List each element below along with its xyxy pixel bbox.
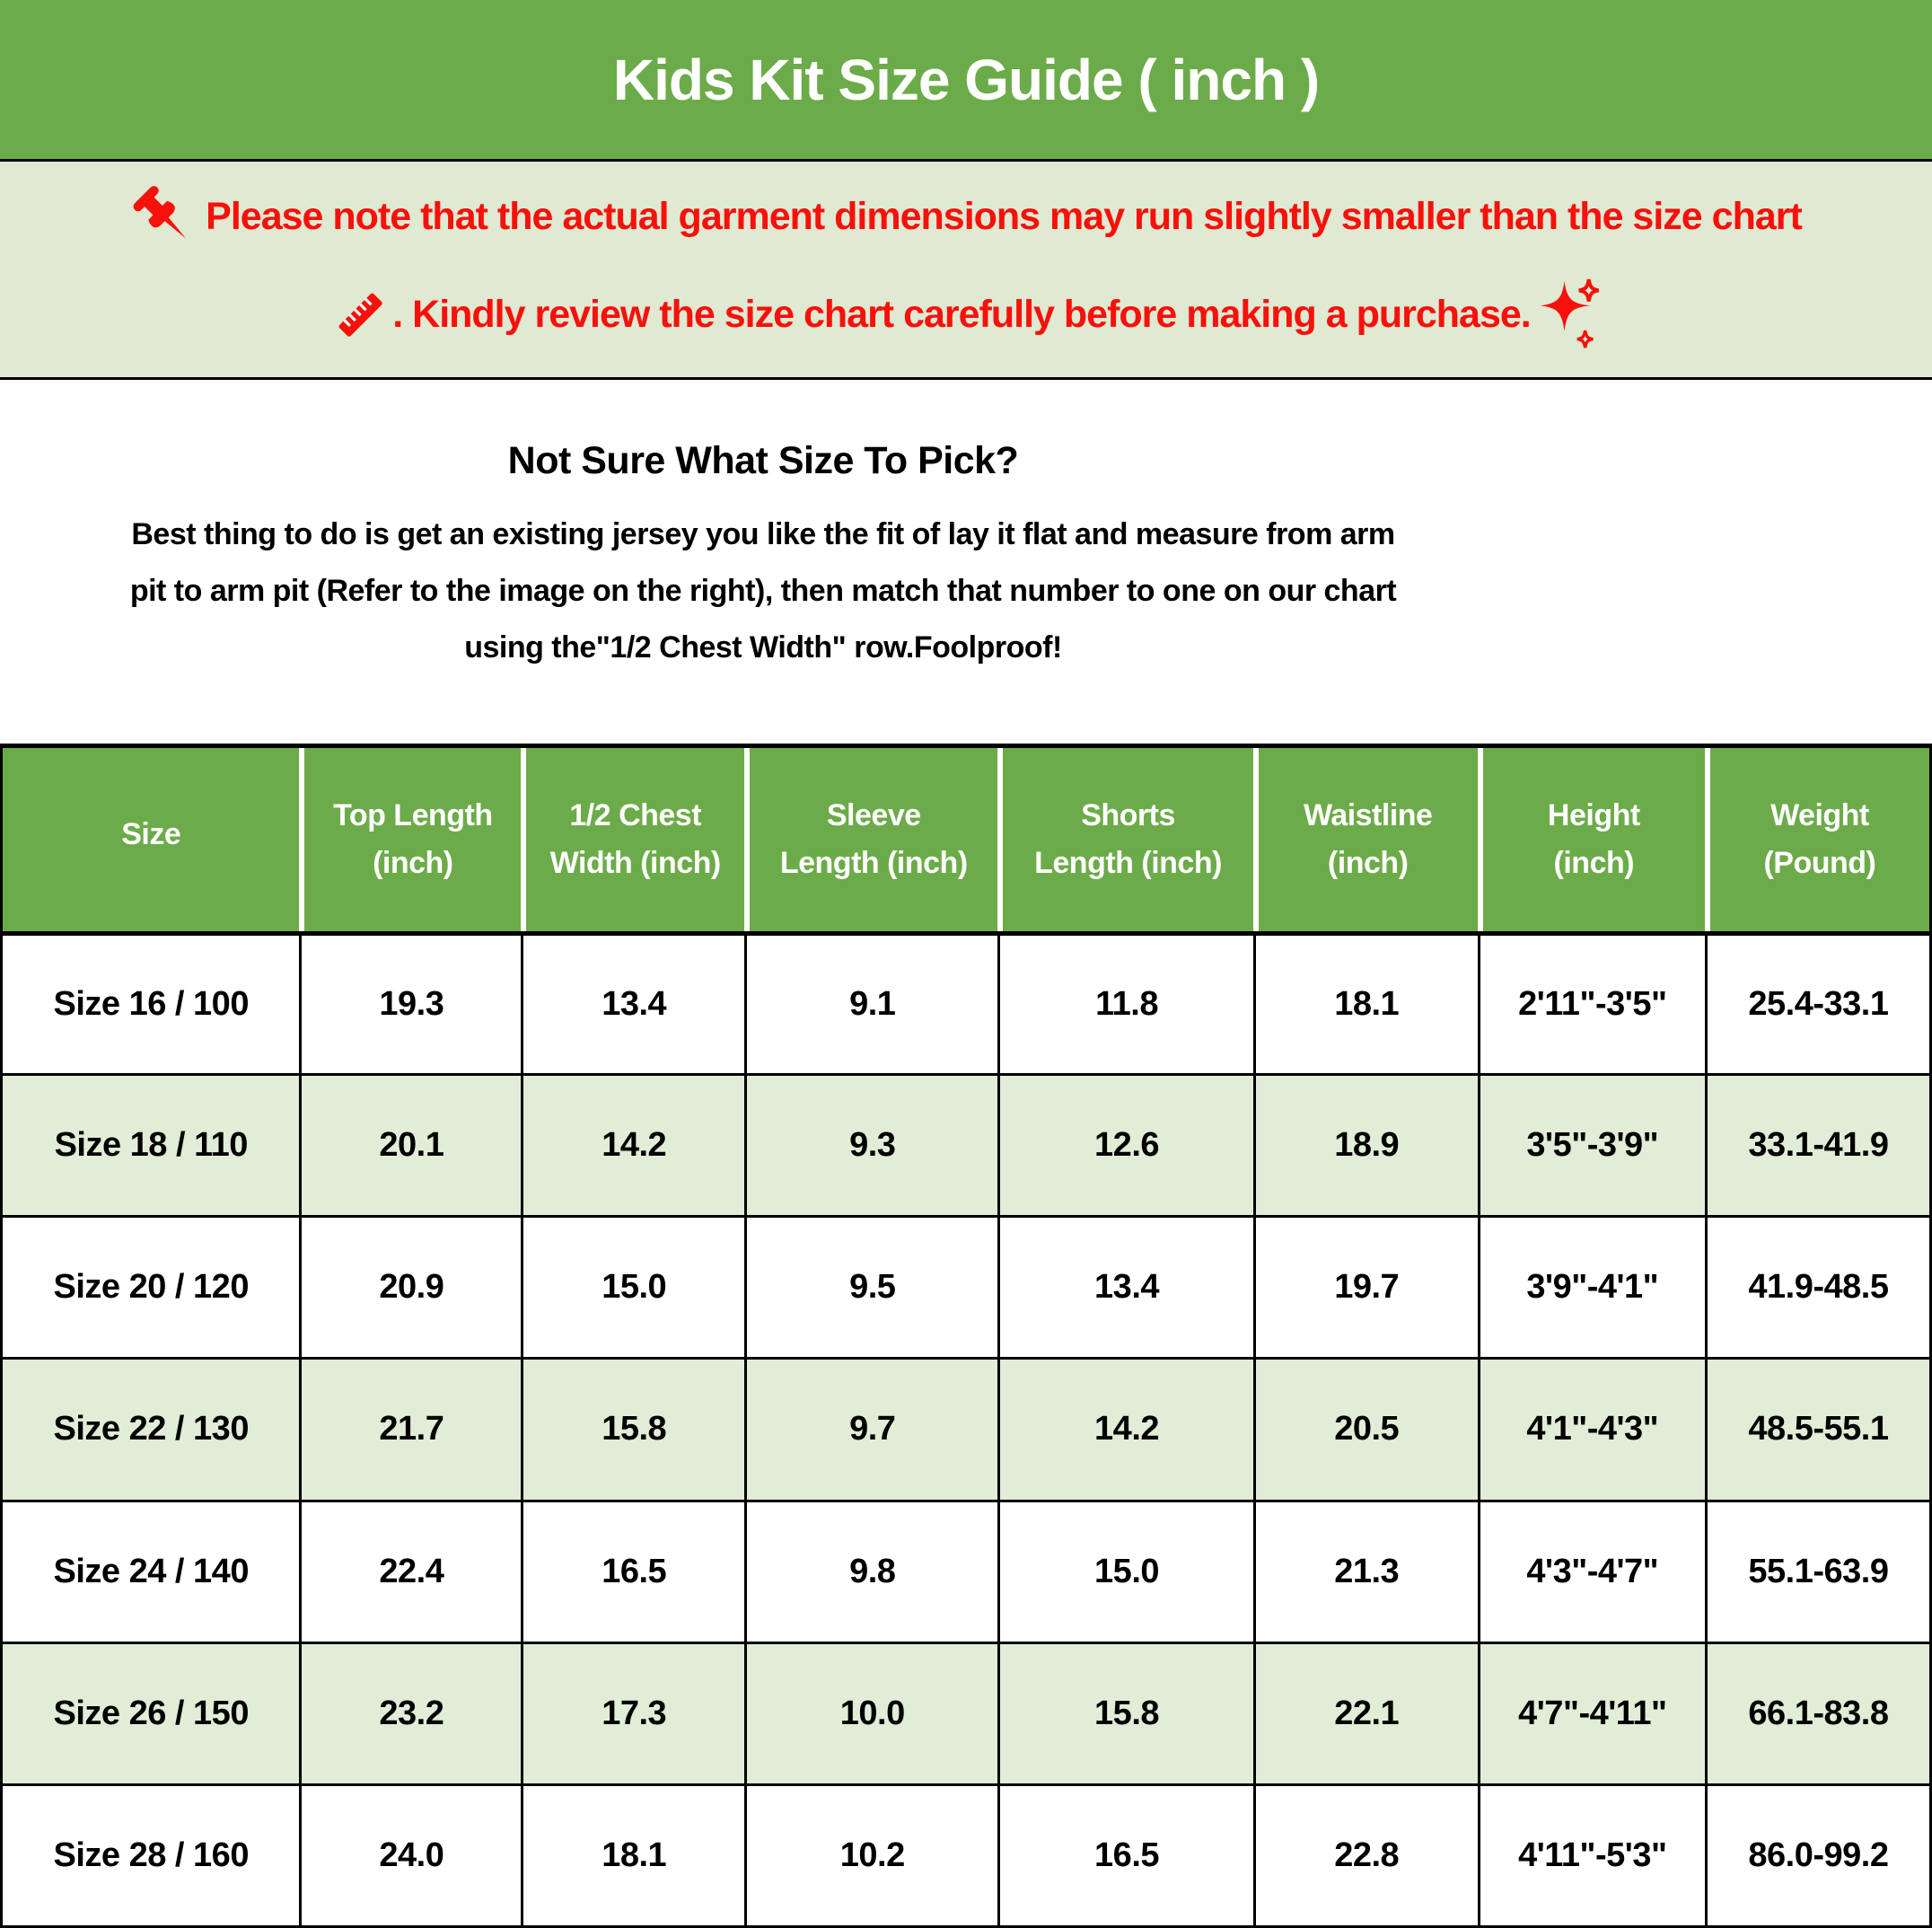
table-cell: 20.9: [299, 1215, 521, 1357]
table-cell: 19.7: [1253, 1215, 1478, 1357]
table-cell: 10.0: [744, 1642, 997, 1783]
table-cell: 2'11"-3'5": [1478, 931, 1705, 1073]
table-cell: 19.3: [299, 931, 521, 1073]
table-cell: 15.0: [997, 1500, 1252, 1642]
help-section: [0, 380, 1932, 744]
row-size-label: Size 24 / 140: [3, 1500, 299, 1642]
column-header-size: Size: [3, 748, 299, 931]
table-cell: 9.1: [744, 931, 997, 1073]
notice-line-2: [331, 272, 1600, 357]
help-heading: Not Sure What Size To Pick?: [507, 439, 1019, 482]
table-cell: 14.2: [997, 1357, 1252, 1499]
table-cell: 22.1: [1253, 1642, 1478, 1783]
row-size-label: Size 22 / 130: [3, 1357, 299, 1499]
column-header-sleeve-length: Sleeve Length (inch): [744, 748, 997, 931]
table-cell: 4'3"-4'7": [1478, 1500, 1705, 1642]
table-cell: 17.3: [521, 1642, 744, 1783]
notice-text-1: Please note that the actual garment dimensions may run slightly smaller than the size chart: [206, 195, 1802, 238]
table-cell: 18.1: [1253, 931, 1478, 1073]
help-body-line-2: pit to arm pit (Refer to the image on the right), then match that number to one on our chart: [129, 574, 1397, 608]
table-cell: 15.8: [521, 1357, 744, 1499]
row-size-label: Size 20 / 120: [3, 1215, 299, 1357]
table-cell: 4'11"-5'3": [1478, 1783, 1705, 1925]
column-header-top-length: Top Length (inch): [299, 748, 521, 931]
table-cell: 3'9"-4'1": [1478, 1215, 1705, 1357]
table-cell: 3'5"-3'9": [1478, 1073, 1705, 1215]
table-cell: 22.8: [1253, 1783, 1478, 1925]
table-cell: 25.4-33.1: [1705, 931, 1929, 1073]
table-cell: 24.0: [299, 1783, 521, 1925]
table-cell: 12.6: [997, 1073, 1252, 1215]
column-header-height: Height (inch): [1478, 748, 1705, 931]
table-cell: 9.5: [744, 1215, 997, 1357]
table-cell: 20.5: [1253, 1357, 1478, 1499]
table-cell: 10.2: [744, 1783, 997, 1925]
column-header-weight: Weight (Pound): [1705, 748, 1929, 931]
table-cell: 23.2: [299, 1642, 521, 1783]
table-cell: 86.0-99.2: [1705, 1783, 1929, 1925]
notice-text-2: . Kindly review the size chart carefully before making a purchase.: [392, 292, 1531, 336]
table-cell: 21.3: [1253, 1500, 1478, 1642]
table-cell: 66.1-83.8: [1705, 1642, 1929, 1783]
table-cell: 9.8: [744, 1500, 997, 1642]
ruler-icon: [331, 286, 389, 343]
row-size-label: Size 28 / 160: [3, 1783, 299, 1925]
table-cell: 48.5-55.1: [1705, 1357, 1929, 1499]
table-cell: 4'7"-4'11": [1478, 1642, 1705, 1783]
size-table: [0, 744, 1932, 1928]
table-cell: 9.7: [744, 1357, 997, 1499]
column-header-chest-width: 1/2 Chest Width (inch): [521, 748, 744, 931]
page-title: Kids Kit Size Guide ( inch ): [612, 47, 1320, 112]
table-cell: 4'1"-4'3": [1478, 1357, 1705, 1499]
table-cell: 11.8: [997, 931, 1252, 1073]
help-text: [9, 439, 1517, 676]
help-body-line-1: Best thing to do is get an existing jersey you like the fit of lay it flat and measure from arm: [131, 517, 1395, 551]
sparkles-icon: [1538, 272, 1601, 357]
column-header-shorts-length: Shorts Length (inch): [997, 748, 1252, 931]
table-cell: 33.1-41.9: [1705, 1073, 1929, 1215]
table-cell: 22.4: [299, 1500, 521, 1642]
table-cell: 9.3: [744, 1073, 997, 1215]
notice-box: [0, 162, 1932, 380]
table-cell: 16.5: [521, 1500, 744, 1642]
row-size-label: Size 16 / 100: [3, 931, 299, 1073]
row-size-label: Size 18 / 110: [3, 1073, 299, 1215]
table-cell: 55.1-63.9: [1705, 1500, 1929, 1642]
table-cell: 41.9-48.5: [1705, 1215, 1929, 1357]
table-cell: 21.7: [299, 1357, 521, 1499]
table-cell: 14.2: [521, 1073, 744, 1215]
table-cell: 15.8: [997, 1642, 1252, 1783]
table-cell: 16.5: [997, 1783, 1252, 1925]
table-cell: 15.0: [521, 1215, 744, 1357]
table-cell: 13.4: [997, 1215, 1252, 1357]
pushpin-icon: [130, 182, 197, 252]
title-banner: [0, 0, 1932, 162]
notice-line-1: [130, 182, 1802, 252]
table-cell: 18.9: [1253, 1073, 1478, 1215]
help-body-line-3: using the"1/2 Chest Width" row.Foolproof!: [464, 630, 1062, 665]
row-size-label: Size 26 / 150: [3, 1642, 299, 1783]
table-cell: 20.1: [299, 1073, 521, 1215]
table-cell: 13.4: [521, 931, 744, 1073]
column-header-waistline: Waistline (inch): [1253, 748, 1478, 931]
table-cell: 18.1: [521, 1783, 744, 1925]
